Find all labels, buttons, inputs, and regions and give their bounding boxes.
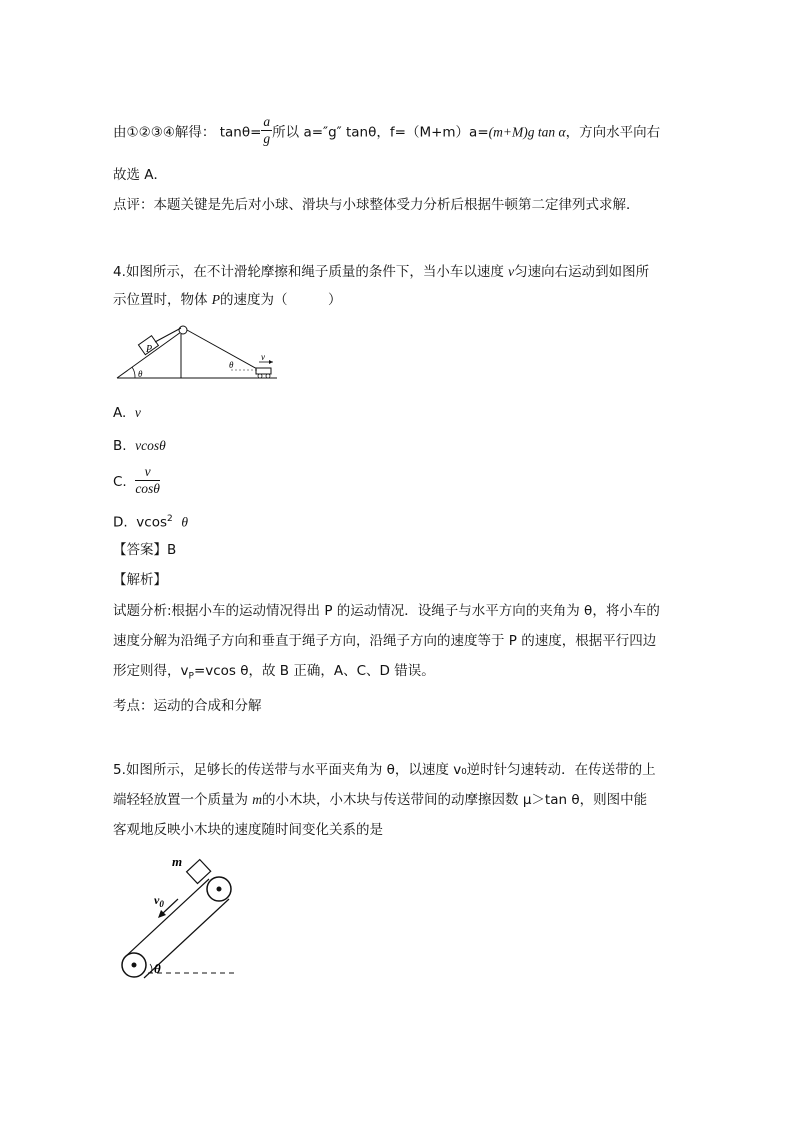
q4-stem-line2: 示位置时，物体 P的速度为（ ） — [113, 292, 342, 308]
q4-stem-line1: 4.如图所示，在不计滑轮摩擦和绳子质量的条件下，当小车以速度 v匀速向右运动到如图所 — [113, 264, 650, 280]
q4-option-c: C. $\frac{v}{\cos\theta}$ — [113, 463, 160, 496]
formula-m-plus-M: (m+M)g tan α — [488, 124, 566, 140]
label-v0: $v_0$ — [154, 893, 164, 909]
q4-option-a: A. v — [113, 405, 141, 421]
q4-pulley-figure — [113, 322, 283, 384]
label-theta: θ — [154, 961, 161, 976]
wood-block — [187, 860, 211, 884]
q3-comment: 点评：本题关键是先后对小球、滑块与小球整体受力分析后根据牛顿第二定律列式求解． — [113, 197, 640, 213]
velocity-arrow-icon — [162, 899, 178, 914]
q5-stem-line1: 5.如图所示，足够长的传送带与水平面夹角为 θ，以速度 v₀逆时针匀速转动．在传送带的上 — [113, 762, 656, 778]
pulley-icon — [179, 326, 187, 334]
label-theta-left: θ — [138, 369, 143, 379]
label-theta-right: θ — [229, 360, 234, 370]
q3-result-line: 由①②③④解得： tanθ= $\frac{a}{g}$ 所以 a=″g″ tanθ，f=（M+m）a=(m+M)g tan α，方向水平向右 — [113, 114, 661, 146]
rope-to-cart — [187, 330, 259, 370]
belt-top — [124, 879, 209, 958]
q4-analysis-line3: 形定则得，$v_P=vcos$ θ，故 B 正确，A、C、D 错误。 — [113, 663, 435, 682]
q5-stem-line3: 客观地反映小木块的速度随时间变化关系的是 — [113, 822, 383, 838]
label-v: v — [261, 352, 265, 362]
q4-analysis-line1: 试题分析:根据小车的运动情况得出 P 的运动情况．设绳子与水平方向的夹角为 θ，将小车的 — [113, 603, 660, 619]
angle-arc-left — [132, 367, 135, 378]
q4-analysis-title: 【解析】 — [113, 572, 167, 588]
q4-analysis-line2: 速度分解为沿绳子方向和垂直于绳子方向，沿绳子方向的速度等于 P 的速度，根据平行四边 — [113, 633, 657, 649]
q5-conveyor-figure — [110, 852, 245, 980]
q4-point: 考点：运动的合成和分解 — [113, 698, 262, 714]
fraction-a-over-g: $\frac{a}{g}$ — [263, 114, 271, 146]
label-p: P — [146, 344, 153, 355]
fraction-v-over-costheta: $\frac{v}{\cos\theta}$ — [135, 463, 160, 496]
cart-icon — [256, 368, 271, 374]
q3-conclusion: 故选 A． — [113, 167, 168, 183]
q4-option-d: D. vcos$^2$ θ — [113, 514, 188, 531]
q4-answer: 【答案】B — [113, 542, 177, 558]
q5-stem-line2: 端轻轻放置一个质量为 m的小木块，小木块与传送带间的动摩擦因数 μ＞tan θ，则图中能 — [113, 792, 648, 808]
label-m: m — [172, 854, 183, 869]
q4-option-b: B. vcosθ — [113, 438, 166, 454]
